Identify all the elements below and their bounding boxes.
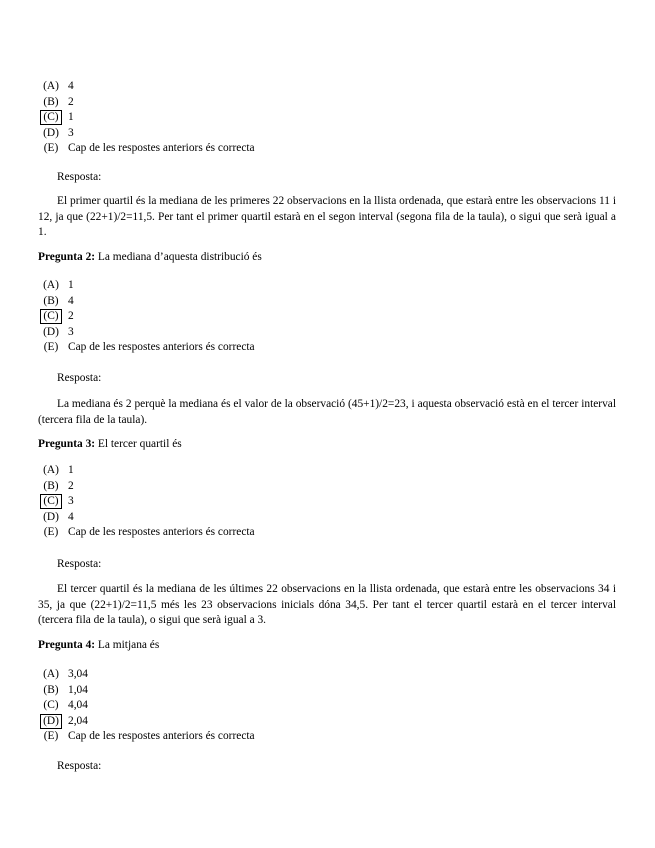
option-label-boxed: (C) xyxy=(40,110,62,125)
option-text: Cap de les respostes anteriors és correcta xyxy=(68,142,255,155)
option-c-correct xyxy=(38,309,628,325)
option-c xyxy=(38,698,628,714)
option-label: (E) xyxy=(43,526,59,539)
option-text: 4 xyxy=(68,80,74,92)
option-text: 3 xyxy=(68,495,74,508)
resposta-label: Resposta: xyxy=(57,171,102,183)
option-text: 4 xyxy=(68,510,74,523)
question-3 xyxy=(38,437,182,452)
option-text: 1 xyxy=(68,279,74,291)
option-label: (B) xyxy=(43,294,59,307)
question-text: La mitjana és xyxy=(97,639,160,651)
option-a xyxy=(38,278,628,294)
option-e xyxy=(38,729,628,745)
option-text: 3 xyxy=(68,325,74,338)
option-text: 1 xyxy=(68,464,74,476)
option-d xyxy=(38,325,628,341)
option-text: Cap de les respostes anteriors és correcta xyxy=(68,341,255,354)
option-label: (D) xyxy=(43,510,59,523)
options-list-q3 xyxy=(38,463,628,541)
question-text: El tercer quartil és xyxy=(97,438,182,450)
option-e xyxy=(38,525,628,541)
option-text: Cap de les respostes anteriors és correcta xyxy=(68,730,255,743)
option-text: 2,04 xyxy=(68,714,88,727)
option-text: 1 xyxy=(68,111,74,124)
options-list-q2 xyxy=(38,278,628,356)
option-label: (E) xyxy=(43,142,59,155)
option-label: (A) xyxy=(43,668,59,680)
option-label: (D) xyxy=(43,126,59,139)
option-text: Cap de les respostes anteriors és correcta xyxy=(68,526,255,539)
question-4 xyxy=(38,638,159,653)
option-e xyxy=(38,141,628,157)
option-c-correct xyxy=(38,110,628,126)
question-label: Pregunta 2: xyxy=(38,251,96,263)
option-a xyxy=(38,463,628,479)
option-b xyxy=(38,95,628,111)
option-label-boxed: (C) xyxy=(40,494,62,509)
question-label: Pregunta 3: xyxy=(38,438,96,450)
option-a xyxy=(38,667,628,683)
option-text: 2 xyxy=(68,95,74,108)
option-label: (E) xyxy=(43,730,59,743)
resposta-label: Resposta: xyxy=(57,372,102,384)
option-b xyxy=(38,294,628,310)
option-label: (A) xyxy=(43,279,59,291)
option-label: (B) xyxy=(43,95,59,108)
option-e xyxy=(38,340,628,356)
option-text: 4 xyxy=(68,294,74,307)
option-text: 3,04 xyxy=(68,668,88,680)
option-text: 4,04 xyxy=(68,699,88,712)
question-label: Pregunta 4: xyxy=(38,639,96,651)
option-d-correct xyxy=(38,714,628,730)
option-c-correct xyxy=(38,494,628,510)
options-list-q1 xyxy=(38,79,628,157)
resposta-label: Resposta: xyxy=(57,760,102,772)
option-label: (B) xyxy=(43,683,59,696)
option-b xyxy=(38,683,628,699)
option-label: (A) xyxy=(43,80,59,92)
option-a xyxy=(38,79,628,95)
option-label-boxed: (C) xyxy=(40,309,62,324)
option-text: 1,04 xyxy=(68,683,88,696)
answer-paragraph: El tercer quartil és la mediana de les últimes 22 observacions en la llista ordenada, que estarà entre les observacions 34 i 35, ja que (22+1)/2=11,5 més les 23 observacions inicials dóna 34,5. Per tant el tercer quartil estarà en el tercer interval (tercera fila de la taula), o sigui que serà igual a 3. xyxy=(38,583,616,626)
option-label: (E) xyxy=(43,341,59,354)
question-2 xyxy=(38,250,262,265)
option-d xyxy=(38,126,628,142)
option-label: (C) xyxy=(43,699,59,712)
option-text: 2 xyxy=(68,479,74,492)
option-label-boxed: (D) xyxy=(40,714,62,729)
options-list-q4 xyxy=(38,667,628,745)
option-b xyxy=(38,479,628,495)
option-label: (D) xyxy=(43,325,59,338)
question-text: La mediana d’aquesta distribució és xyxy=(97,251,262,263)
option-label: (A) xyxy=(43,464,59,476)
option-d xyxy=(38,510,628,526)
answer-paragraph: La mediana és 2 perquè la mediana és el valor de la observació (45+1)/2=23, i aquesta observació està en el tercer interval (tercera fila de la taula). xyxy=(38,398,616,426)
option-text: 3 xyxy=(68,126,74,139)
option-label: (B) xyxy=(43,479,59,492)
answer-paragraph: El primer quartil és la mediana de les primeres 22 observacions en la llista ordenada, que estarà entre les observacions 11 i 12, ja que (22+1)/2=11,5. Per tant el primer quartil estarà en el segon interval (segona fila de la taula), o sigui que serà igual a 1. xyxy=(38,195,616,238)
resposta-label: Resposta: xyxy=(57,558,102,570)
option-text: 2 xyxy=(68,310,74,323)
